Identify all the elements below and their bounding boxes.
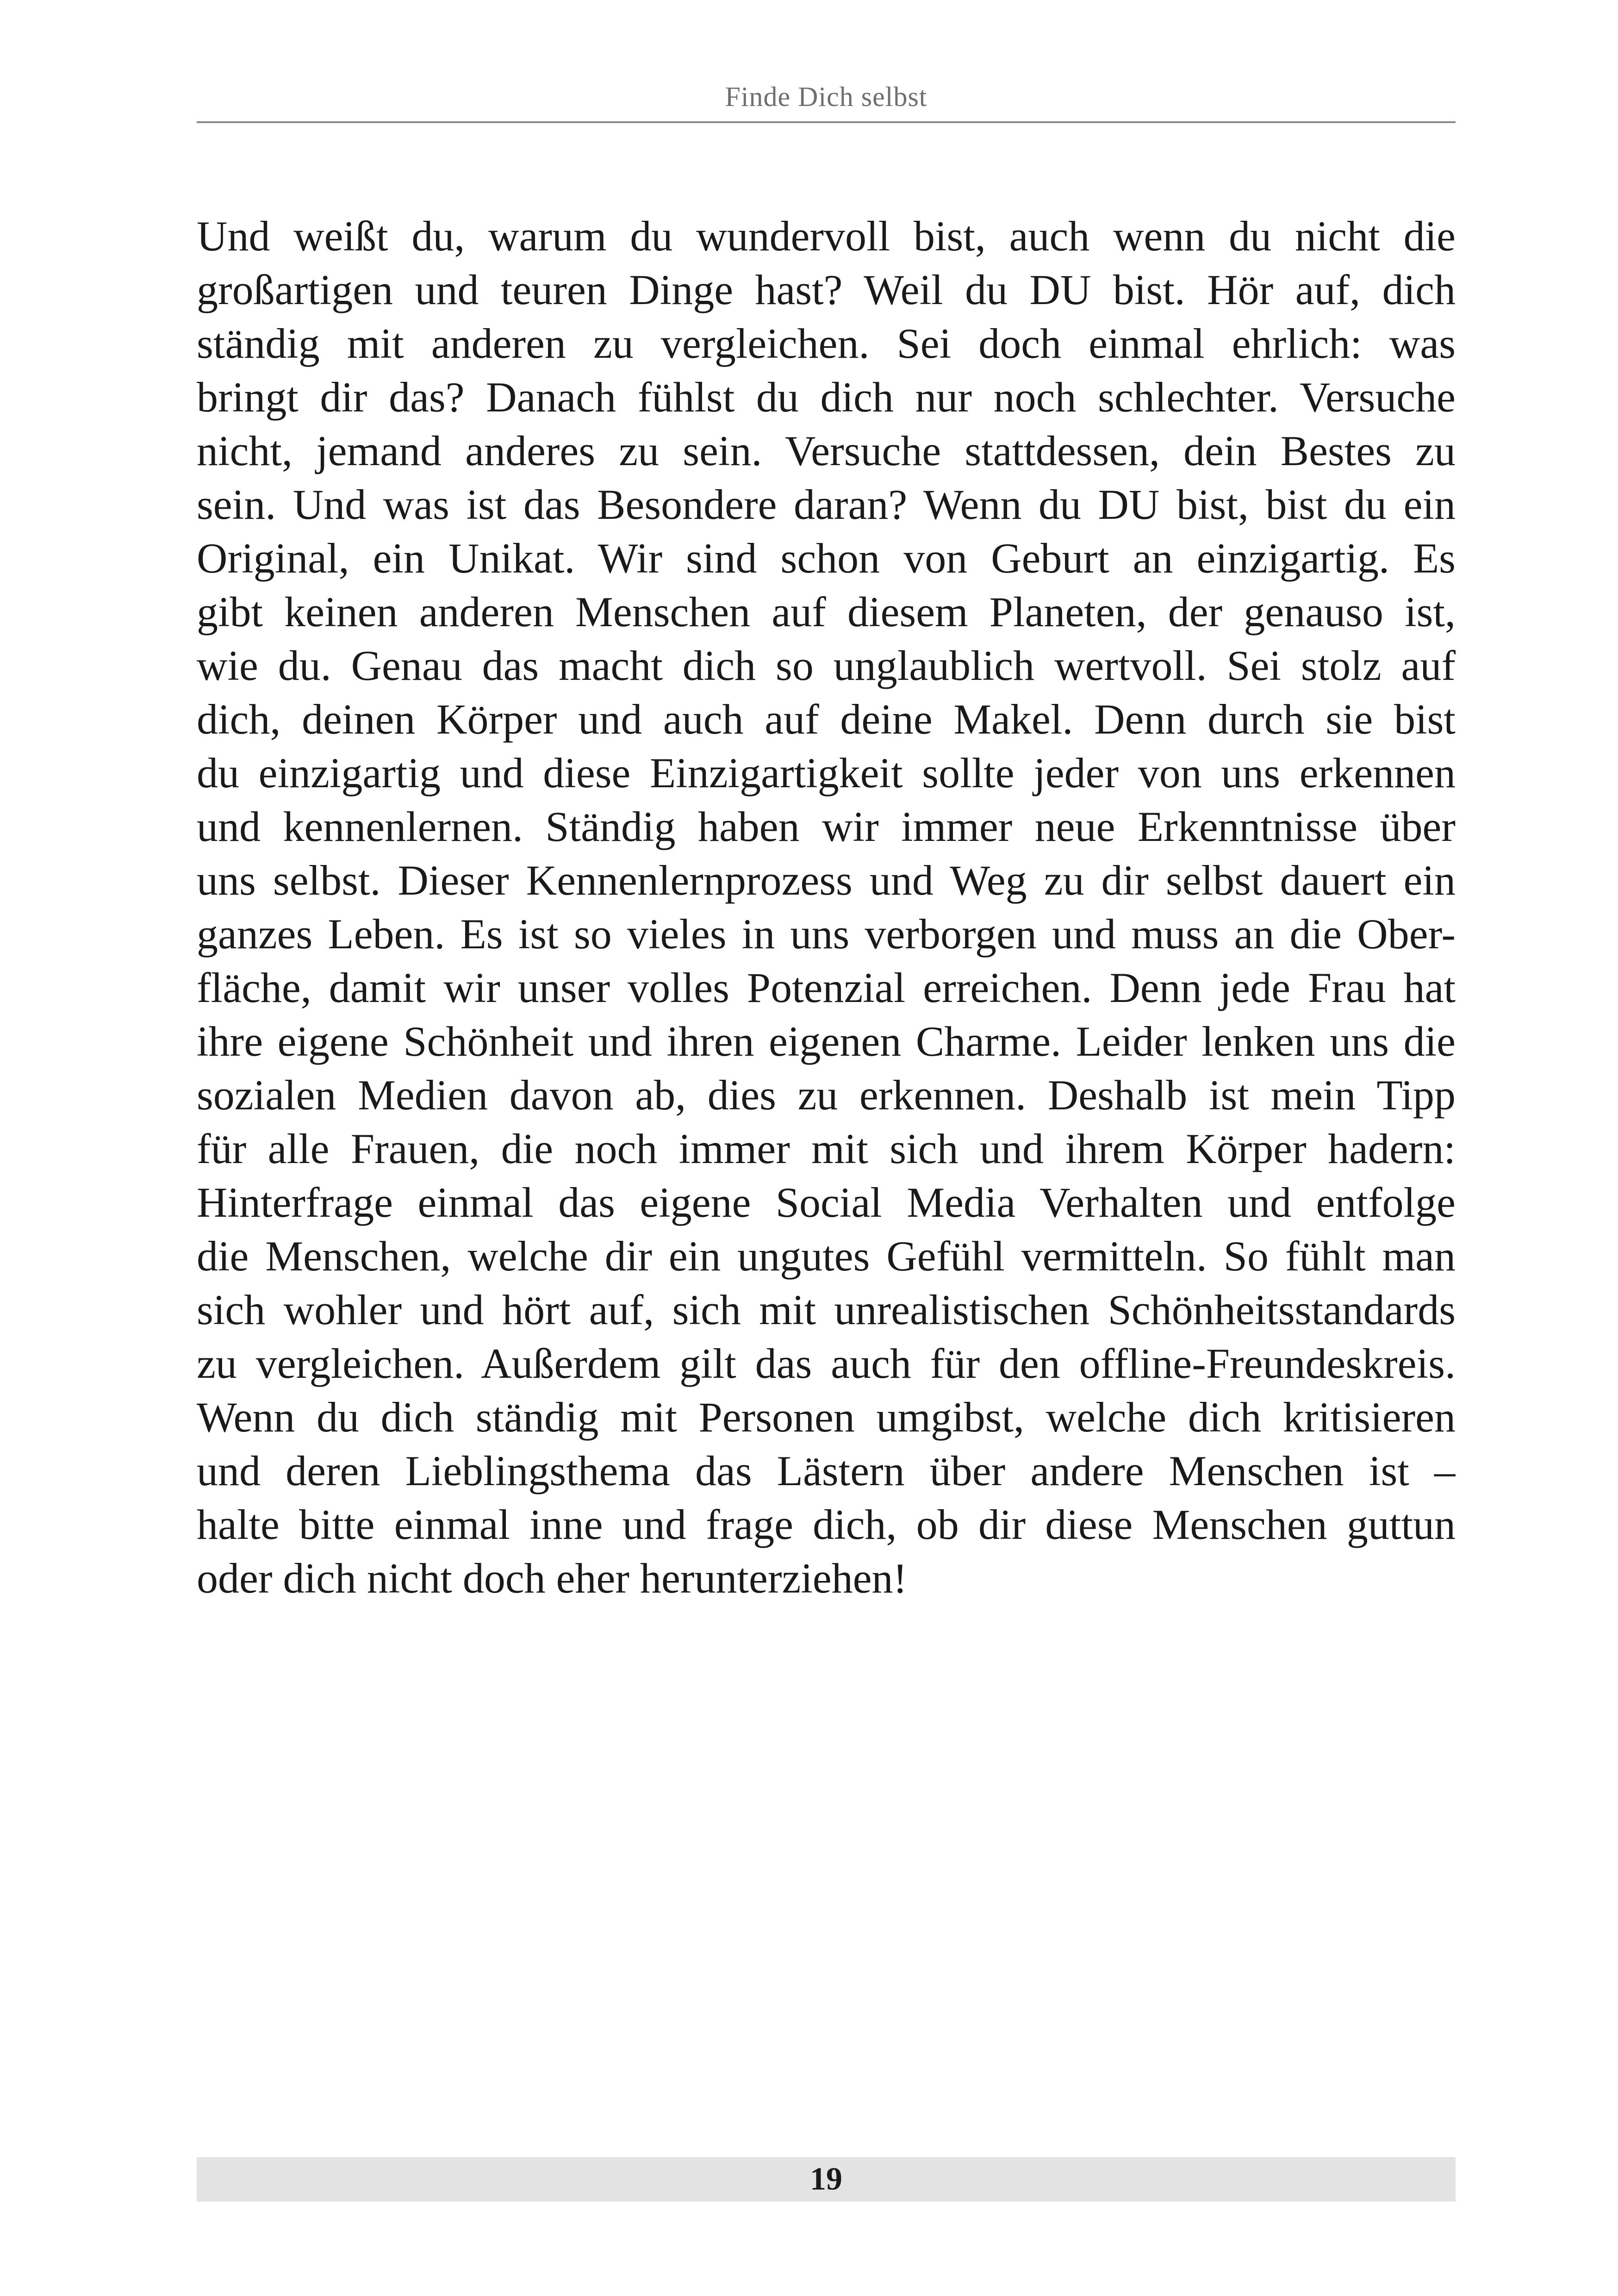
text-line: für alle Frauen, die noch immer mit sich und ihrem Körper hadern: [197,1125,1456,1172]
text-line: sozialen Medien davon ab, dies zu erkennen. Deshalb ist mein Tipp [197,1071,1456,1119]
text-line: oder dich nicht doch eher herunterziehen! [197,1555,908,1602]
text-line: ganzes Leben. Es ist so vieles in uns verborgen und muss an die Ober- [197,910,1456,958]
text-line: ihre eigene Schönheit und ihren eigenen Charme. Leider lenken uns die [197,1018,1456,1065]
text-line: zu vergleichen. Außerdem gilt das auch für den offline-Freundeskreis. [197,1340,1456,1387]
text-line: ständig mit anderen zu vergleichen. Sei doch einmal ehrlich: was [197,320,1456,367]
text-line: Wenn du dich ständig mit Personen umgibst, welche dich kritisieren [197,1394,1456,1441]
running-header: Finde Dich selbst [725,81,927,112]
page-number: 19 [810,2161,842,2197]
text-line: sich wohler und hört auf, sich mit unrealistischen Schönheitsstandards [197,1286,1456,1333]
text-line: und kennenlernen. Ständig haben wir immer neue Erkenntnisse über [197,803,1456,850]
text-line: wie du. Genau das macht dich so unglaublich wertvoll. Sei stolz auf [197,642,1456,689]
footer-bar [197,2157,1456,2202]
text-line: Original, ein Unikat. Wir sind schon von Geburt an einzigartig. Es [197,535,1456,582]
text-line: gibt keinen anderen Menschen auf diesem Planeten, der genauso ist, [197,588,1456,635]
text-line: Und weißt du, warum du wundervoll bist, auch wenn du nicht die [197,212,1456,260]
text-line: du einzigartig und diese Einzigartigkeit sollte jeder von uns erkennen [197,749,1456,796]
body-text [197,209,1456,1605]
header-divider [197,121,1456,123]
text-line: uns selbst. Dieser Kennenlernprozess und Weg zu dir selbst dauert ein [197,857,1456,904]
text-line: dich, deinen Körper und auch auf deine Makel. Denn durch sie bist [197,696,1456,743]
text-line: Hinterfrage einmal das eigene Social Media Verhalten und entfolge [197,1179,1456,1226]
text-line: großartigen und teuren Dinge hast? Weil du DU bist. Hör auf, dich [197,266,1456,313]
text-line: sein. Und was ist das Besondere daran? Wenn du DU bist, bist du ein [197,481,1456,528]
text-line: fläche, damit wir unser volles Potenzial erreichen. Denn jede Frau hat [197,964,1456,1011]
text-line: halte bitte einmal inne und frage dich, ob dir diese Menschen guttun [197,1501,1456,1548]
text-line: nicht, jemand anderes zu sein. Versuche stattdessen, dein Bestes zu [197,427,1456,474]
text-line: die Menschen, welche dir ein ungutes Gefühl vermitteln. So fühlt man [197,1232,1456,1280]
text-line: bringt dir das? Danach fühlst du dich nur noch schlechter. Versuche [197,373,1456,421]
text-line: und deren Lieblingsthema das Lästern über andere Menschen ist – [197,1447,1456,1494]
